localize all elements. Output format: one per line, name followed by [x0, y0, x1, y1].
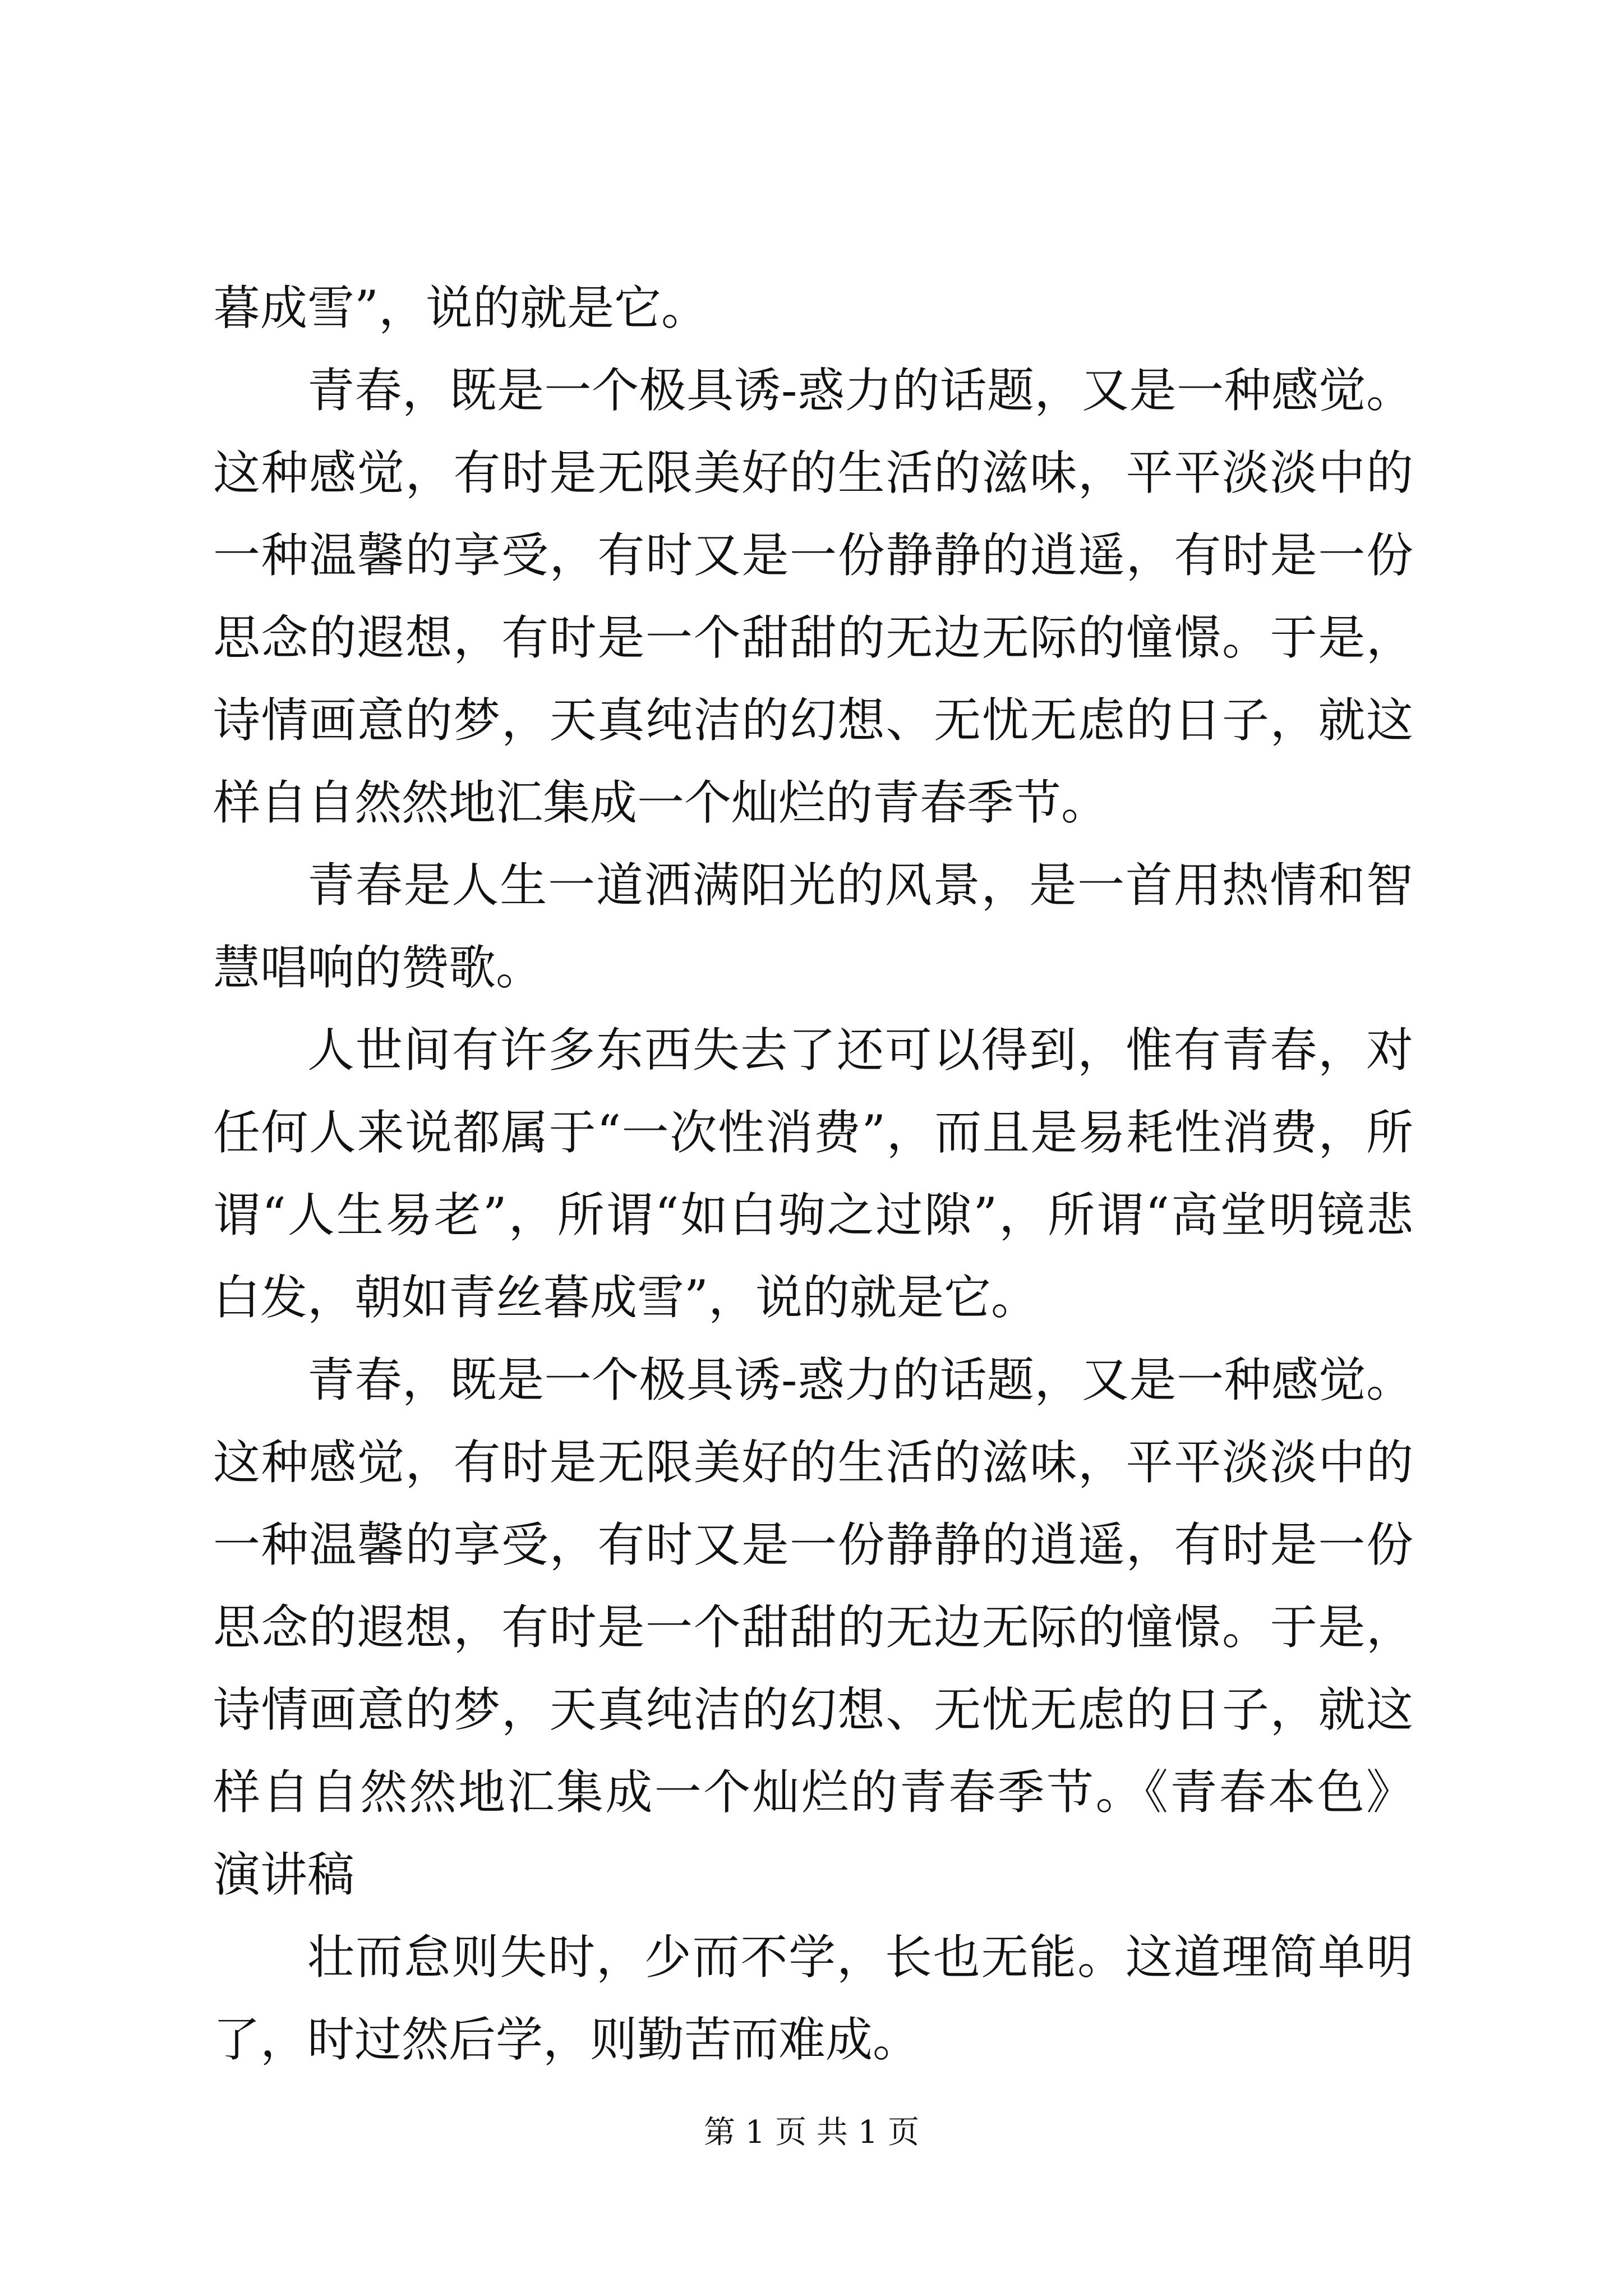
- document-body: [213, 267, 1413, 2081]
- paragraph-continuation: 暮成雪”，说的就是它。: [213, 280, 708, 335]
- paragraph-youth-consumption: 人世间有许多东西失去了还可以得到，惟有青春，对任何人来说都属于“一次性消费”，而且是易耗性消费，所谓“人生易老”，所谓“如白驹之过隙”，所谓“高堂明镜悲白发，朝如青丝暮成雪”，说的就是它。: [213, 1023, 1413, 1325]
- paragraph-youth-scenery: 青春是人生一道洒满阳光的风景，是一首用热情和智慧唱响的赞歌。: [213, 858, 1413, 995]
- paragraph-youth-feeling: 青春，既是一个极具诱-惑力的话题，又是一种感觉。这种感觉，有时是无限美好的生活的滋味，平平淡淡中的一种温馨的享受，有时又是一份静静的逍遥，有时是一份思念的遐想，有时是一个甜甜的无边无际的憧憬。于是，诗情画意的梦，天真纯洁的幻想、无忧无虑的日子，就这样自自然然地汇集成一个灿烂的青春季节。: [213, 363, 1413, 830]
- page-footer: 第 1 页 共 1 页: [703, 2114, 920, 2151]
- paragraph-youth-feeling-repeat: 青春，既是一个极具诱-惑力的话题，又是一种感觉。这种感觉，有时是无限美好的生活的滋味，平平淡淡中的一种温馨的享受，有时又是一份静静的逍遥，有时是一份思念的遐想，有时是一个甜甜的无边无际的憧憬。于是，诗情画意的梦，天真纯洁的幻想、无忧无虑的日子，就这样自自然然地汇集成一个灿烂的青春季节。《青春本色》演讲稿: [213, 1352, 1413, 1902]
- paragraph-learning: 壮而怠则失时，少而不学，长也无能。这道理简单明了，时过然后学，则勤苦而难成。: [213, 1930, 1413, 2067]
